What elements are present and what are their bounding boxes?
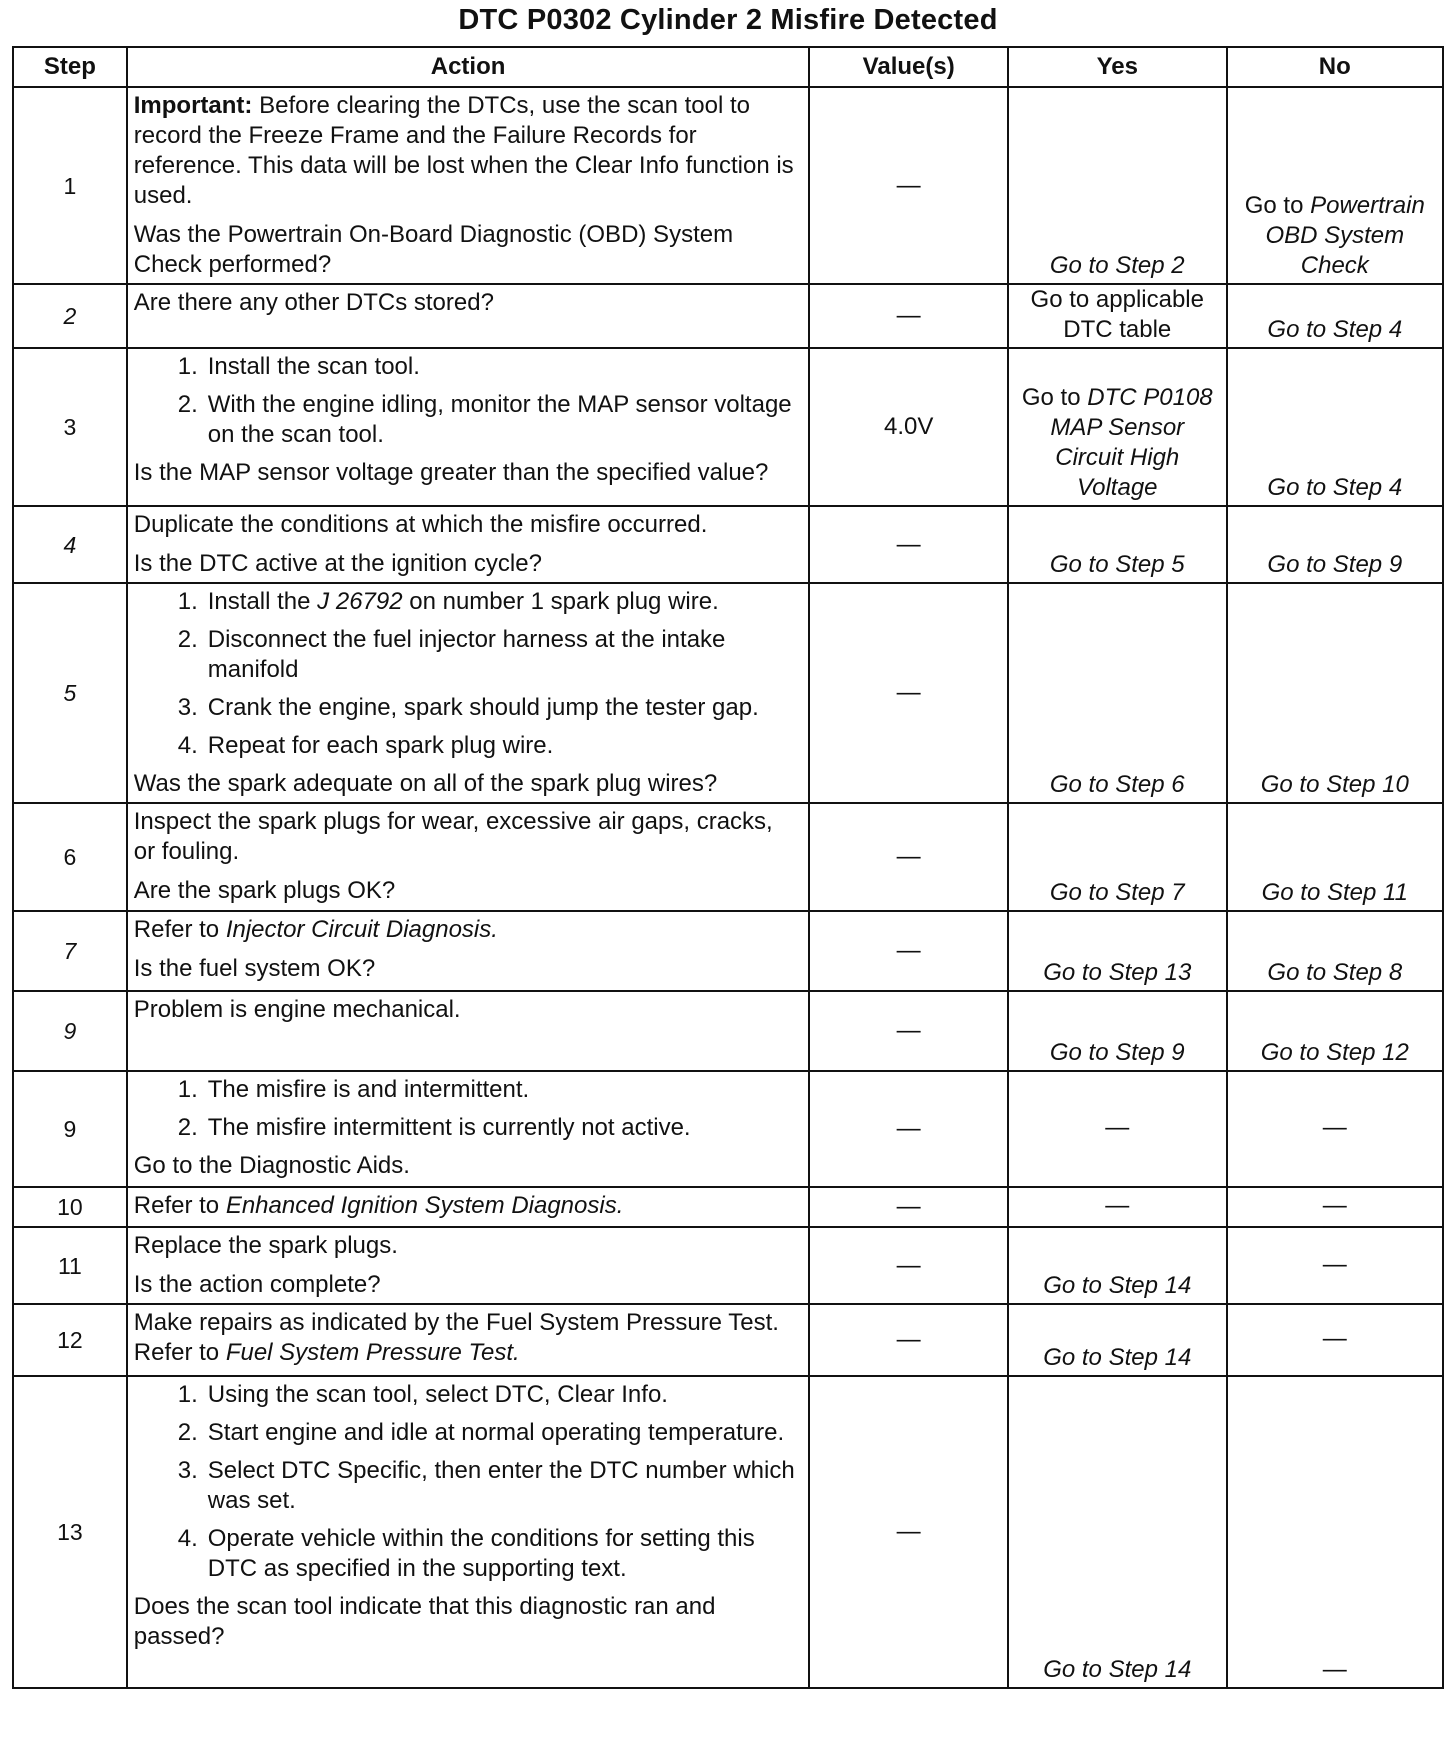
list-item-number: 2. <box>177 391 198 418</box>
value-cell: — <box>809 803 1008 911</box>
step-number: 13 <box>13 1376 127 1688</box>
list-item-number: 2. <box>177 1419 198 1446</box>
table-header-row <box>13 47 1443 87</box>
action-text: Duplicate the conditions at which the misfire occurred. <box>133 511 708 538</box>
column-header-step: Step <box>13 47 127 87</box>
yes-cell: — <box>1008 1187 1227 1227</box>
step-number: 12 <box>13 1304 127 1376</box>
table-row <box>13 284 1443 348</box>
value-cell: — <box>809 87 1008 284</box>
step-number: 11 <box>13 1227 127 1304</box>
value-cell: — <box>809 1071 1008 1187</box>
list-item <box>134 625 801 685</box>
action-text-prefix: Refer to <box>133 1192 226 1219</box>
action-question: Is the action complete? <box>133 1271 381 1298</box>
list-item-number: 1. <box>177 353 198 380</box>
list-item-text <box>208 587 801 617</box>
procedure-reference: Injector Circuit Diagnosis. <box>225 916 498 943</box>
value-cell: — <box>809 583 1008 803</box>
action-paragraph <box>134 91 801 211</box>
yes-cell: Go to Step 9 <box>1008 991 1227 1071</box>
yes-cell: Go to applicable DTC table <box>1008 284 1227 348</box>
list-item-text: Install the scan tool. <box>207 353 420 380</box>
value-cell: 4.0V <box>809 348 1008 506</box>
step-number: 2 <box>13 284 127 348</box>
list-item <box>134 693 801 723</box>
no-cell: Go to Step 4 <box>1227 348 1443 506</box>
no-cell: — <box>1227 1227 1443 1304</box>
step-number: 1 <box>13 87 127 284</box>
value-cell: — <box>809 506 1008 583</box>
no-cell: — <box>1227 1376 1443 1688</box>
table-row <box>13 348 1443 506</box>
action-cell <box>127 1227 810 1304</box>
action-question: Was the spark adequate on all of the spark plug wires? <box>133 770 718 797</box>
no-cell: Go to Step 9 <box>1227 506 1443 583</box>
action-cell <box>127 87 810 284</box>
column-header-no: No <box>1227 47 1443 87</box>
yes-cell <box>1008 348 1227 506</box>
step-number: 4 <box>13 506 127 583</box>
no-cell: Go to Step 8 <box>1227 911 1443 991</box>
action-question: Was the Powertrain On-Board Diagnostic (OBD) System Check performed? <box>133 221 734 278</box>
yes-cell: Go to Step 14 <box>1008 1376 1227 1688</box>
list-item <box>134 390 801 450</box>
action-steps-list <box>134 1075 801 1143</box>
action-question: Is the MAP sensor voltage greater than the specified value? <box>133 459 769 486</box>
action-cell <box>127 803 810 911</box>
step-number: 6 <box>13 803 127 911</box>
action-question: Are the spark plugs OK? <box>133 877 396 904</box>
action-cell <box>127 1376 810 1688</box>
table-row <box>13 1187 1443 1227</box>
action-cell <box>127 911 810 991</box>
no-cell: Go to Step 11 <box>1227 803 1443 911</box>
yes-prefix: Go to <box>1021 384 1088 411</box>
table-row <box>13 1071 1443 1187</box>
step-number: 3 <box>13 348 127 506</box>
action-cell <box>127 1187 810 1227</box>
tool-reference: J 26792 <box>317 588 403 615</box>
action-text: Replace the spark plugs. <box>133 1232 398 1259</box>
list-item <box>134 731 801 761</box>
list-item-number: 4. <box>177 732 198 759</box>
value-cell: — <box>809 284 1008 348</box>
yes-cell: Go to Step 13 <box>1008 911 1227 991</box>
action-question: Are there any other DTCs stored? <box>127 284 810 348</box>
yes-cell: Go to Step 7 <box>1008 803 1227 911</box>
action-cell <box>127 1304 810 1376</box>
list-item-text: Select DTC Specific, then enter the DTC number which was set. <box>207 1457 795 1514</box>
action-question: Go to the Diagnostic Aids. <box>133 1152 410 1179</box>
action-question: Does the scan tool indicate that this diagnostic ran and passed? <box>133 1593 716 1650</box>
list-item <box>134 1380 801 1410</box>
action-text: Before clearing the DTCs, use the scan tool to record the Freeze Frame and the Failure Records for reference. This data will be lost when the Clear Info function is used. <box>133 92 794 209</box>
list-item-text: Disconnect the fuel injector harness at the intake manifold <box>207 626 726 683</box>
action-steps-list <box>134 1380 801 1584</box>
table-row <box>13 1304 1443 1376</box>
list-item <box>134 587 801 617</box>
diagnostic-table <box>12 46 1444 1689</box>
table-row <box>13 87 1443 284</box>
list-item-text: Using the scan tool, select DTC, Clear Info. <box>207 1381 668 1408</box>
step-number: 7 <box>13 911 127 991</box>
yes-cell: Go to Step 5 <box>1008 506 1227 583</box>
column-header-yes: Yes <box>1008 47 1227 87</box>
procedure-reference: Fuel System Pressure Test. <box>225 1339 520 1366</box>
action-question: Is the fuel system OK? <box>133 955 376 982</box>
action-cell <box>127 1071 810 1187</box>
important-label: Important: <box>133 92 253 119</box>
list-item-number: 4. <box>177 1525 198 1552</box>
list-item <box>134 1456 801 1516</box>
action-steps-list <box>134 587 801 761</box>
value-cell: — <box>809 1304 1008 1376</box>
yes-cell: — <box>1008 1071 1227 1187</box>
yes-cell: Go to Step 6 <box>1008 583 1227 803</box>
list-item-text: Operate vehicle within the conditions for setting this DTC as specified in the supporting text. <box>207 1525 755 1582</box>
table-row <box>13 803 1443 911</box>
no-cell: — <box>1227 1187 1443 1227</box>
list-item-number: 2. <box>177 1114 198 1141</box>
table-row <box>13 583 1443 803</box>
yes-cell: Go to Step 14 <box>1008 1304 1227 1376</box>
list-item-text: Start engine and idle at normal operating temperature. <box>207 1419 785 1446</box>
list-item-number: 1. <box>177 588 198 615</box>
action-cell <box>127 506 810 583</box>
no-reference: Powertrain OBD System Check <box>1265 192 1425 279</box>
no-prefix: Go to <box>1244 192 1311 219</box>
procedure-reference: Enhanced Ignition System Diagnosis. <box>225 1192 624 1219</box>
list-item-number: 1. <box>177 1076 198 1103</box>
list-item-number: 2. <box>177 626 198 653</box>
no-cell: Go to Step 12 <box>1227 991 1443 1071</box>
page-title: DTC P0302 Cylinder 2 Misfire Detected <box>458 4 998 36</box>
action-steps-list <box>134 352 801 450</box>
list-item <box>134 1418 801 1448</box>
value-cell: — <box>809 1376 1008 1688</box>
list-item-number: 1. <box>177 1381 198 1408</box>
value-cell: — <box>809 1187 1008 1227</box>
column-header-values: Value(s) <box>809 47 1008 87</box>
column-header-action: Action <box>127 47 810 87</box>
action-text <box>134 915 801 945</box>
list-item-text: Repeat for each spark plug wire. <box>207 732 554 759</box>
list-item <box>134 1075 801 1105</box>
list-item-text: Crank the engine, spark should jump the tester gap. <box>207 694 759 721</box>
step-number: 9 <box>13 1071 127 1187</box>
table-row <box>13 1227 1443 1304</box>
action-cell <box>127 583 810 803</box>
list-item-number: 3. <box>177 1457 198 1484</box>
yes-reference: DTC P0108 MAP Sensor Circuit High Voltage <box>1050 384 1213 501</box>
table-row <box>13 991 1443 1071</box>
list-item-text: The misfire intermittent is currently not active. <box>207 1114 691 1141</box>
value-cell: — <box>809 991 1008 1071</box>
no-cell: — <box>1227 1304 1443 1376</box>
action-text-prefix: Refer to <box>133 916 226 943</box>
action-text: Problem is engine mechanical. <box>127 991 810 1071</box>
list-item-text-suffix: on number 1 spark plug wire. <box>402 588 719 615</box>
yes-cell: Go to Step 2 <box>1008 87 1227 284</box>
table-row <box>13 911 1443 991</box>
action-text: Make repairs as indicated by the Fuel System Pressure Test. Refer to <box>133 1309 779 1366</box>
action-question: Is the DTC active at the ignition cycle? <box>133 550 542 577</box>
list-item-text: With the engine idling, monitor the MAP sensor voltage on the scan tool. <box>207 391 792 448</box>
step-number: 10 <box>13 1187 127 1227</box>
list-item-number: 3. <box>177 694 198 721</box>
action-text: Inspect the spark plugs for wear, excessive air gaps, cracks, or fouling. <box>133 808 773 865</box>
list-item <box>134 352 801 382</box>
list-item <box>134 1524 801 1584</box>
list-item-text-prefix: Install the <box>207 588 318 615</box>
list-item <box>134 1113 801 1143</box>
step-number: 9 <box>13 991 127 1071</box>
table-row <box>13 1376 1443 1688</box>
list-item-text: The misfire is and intermittent. <box>207 1076 530 1103</box>
action-cell <box>127 348 810 506</box>
no-cell: Go to Step 10 <box>1227 583 1443 803</box>
step-number: 5 <box>13 583 127 803</box>
no-cell: Go to Step 4 <box>1227 284 1443 348</box>
no-cell <box>1227 87 1443 284</box>
value-cell: — <box>809 911 1008 991</box>
yes-cell: Go to Step 14 <box>1008 1227 1227 1304</box>
value-cell: — <box>809 1227 1008 1304</box>
table-row <box>13 506 1443 583</box>
no-cell: — <box>1227 1071 1443 1187</box>
